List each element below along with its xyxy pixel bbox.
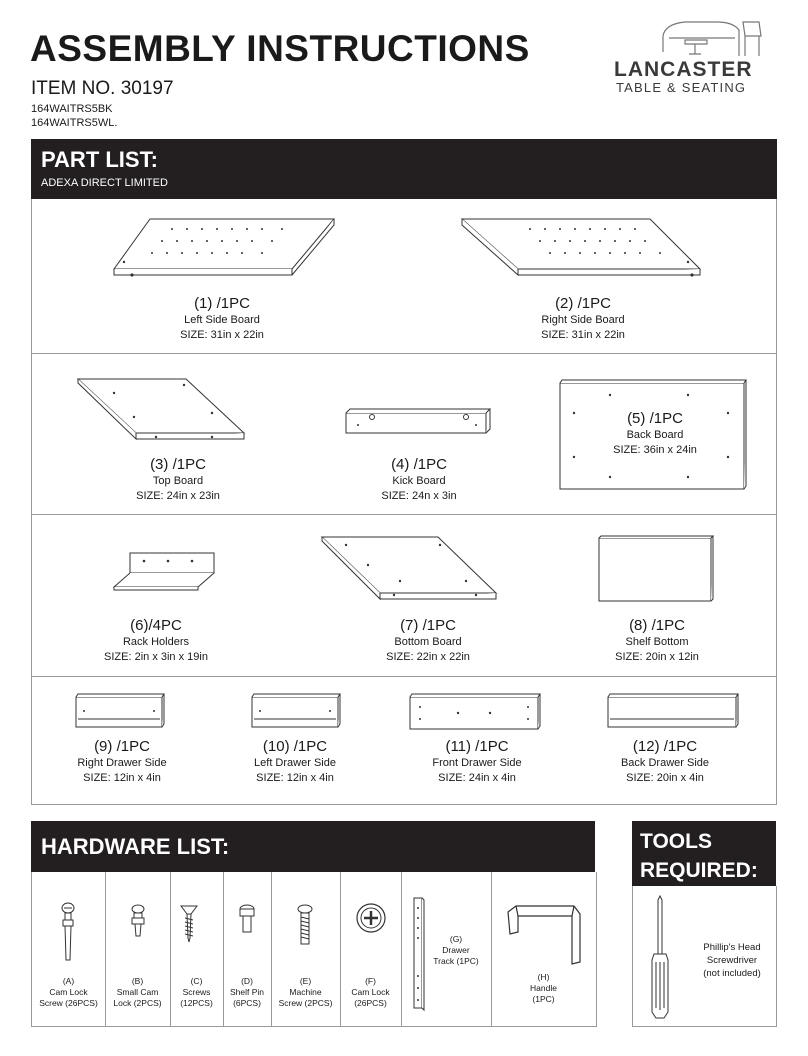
part-size: SIZE: 24n x 3in <box>381 490 457 502</box>
part-name: Back Drawer Side <box>620 757 710 769</box>
part-name: Rack Holders <box>122 636 190 648</box>
part-size: SIZE: 12in x 4in <box>83 772 161 784</box>
hardware-d-label: (D) Shelf Pin (6PCS) <box>229 976 265 1008</box>
left-side-board-drawing <box>112 217 342 282</box>
part-size: SIZE: 12in x 4in <box>256 772 334 784</box>
part-name: Kick Board <box>392 475 446 487</box>
part-name: Back Board <box>626 429 684 441</box>
part-name: Shelf Bottom <box>625 636 689 648</box>
part-size: SIZE: 24in x 23in <box>136 490 220 502</box>
hardware-c-label: (C) Screws (12PCS) <box>180 976 213 1008</box>
part-size: SIZE: 24in x 4in <box>438 772 516 784</box>
top-board-drawing <box>76 377 248 443</box>
page-title: ASSEMBLY INSTRUCTIONS <box>30 28 530 69</box>
cam-lock-icon <box>355 902 387 934</box>
part-8-label <box>557 617 757 663</box>
hardware-a-label: (A) Cam Lock Screw (26PCS) <box>39 976 98 1008</box>
tools-heading: TOOLS REQUIRED: <box>640 830 758 882</box>
part-qty: (10) /1PC <box>262 738 328 755</box>
part-name: Bottom Board <box>394 636 462 648</box>
part-size: SIZE: 22in x 22in <box>386 651 470 663</box>
part-name: Left Side Board <box>184 314 260 326</box>
small-cam-lock-icon <box>129 904 147 940</box>
hardware-h-label: (H) Handle (1PC) <box>530 972 557 1004</box>
front-drawer-side-drawing <box>408 693 544 731</box>
hardware-list-grid <box>31 872 597 1027</box>
left-drawer-side-drawing <box>250 693 344 729</box>
screw-icon <box>179 902 199 944</box>
part-1-label <box>122 295 322 341</box>
part-name: Right Drawer Side <box>77 757 167 769</box>
part-qty: (6)/4PC <box>130 617 182 634</box>
part-size: SIZE: 20in x 4in <box>626 772 704 784</box>
rack-holder-drawing <box>112 549 218 591</box>
right-drawer-side-drawing <box>74 693 168 729</box>
hardware-b-label: (B) Small Cam Lock (2PCS) <box>113 976 162 1008</box>
part-qty: (8) /1PC <box>629 617 685 634</box>
part-name: Right Side Board <box>541 314 625 326</box>
hardware-e-label: (E) Machine Screw (2PCS) <box>278 976 333 1008</box>
part-qty: (12) /1PC <box>632 738 698 755</box>
part-size: SIZE: 36in x 24in <box>613 444 697 456</box>
brand-subtitle: TABLE & SEATING <box>616 80 747 95</box>
part-qty: (2) /1PC <box>555 295 611 312</box>
part-name: Top Board <box>152 475 204 487</box>
table-and-chairs-icon <box>655 16 765 58</box>
machine-screw-icon <box>295 904 315 948</box>
bottom-board-drawing <box>320 535 500 603</box>
back-drawer-side-drawing <box>606 693 742 729</box>
part-qty: (11) /1PC <box>445 738 509 755</box>
part-size: SIZE: 20in x 12in <box>615 651 699 663</box>
shelf-pin-icon <box>236 904 258 936</box>
kick-board-drawing <box>344 407 492 435</box>
part-list-heading: PART LIST: <box>41 147 158 172</box>
part-9-label <box>22 738 222 784</box>
part-qty: (3) /1PC <box>150 456 206 473</box>
part-6-label <box>56 617 256 663</box>
part-size: SIZE: 2in x 3in x 19in <box>104 651 208 663</box>
tools-header <box>632 821 776 886</box>
hardware-list-heading: HARDWARE LIST: <box>41 834 230 859</box>
part-7-label <box>328 617 528 663</box>
item-number: ITEM NO. 30197 <box>31 78 174 99</box>
hardware-f-label: (F) Cam Lock (26PCS) <box>351 976 390 1008</box>
shelf-bottom-drawing <box>597 535 717 603</box>
part-list-grid <box>31 199 777 805</box>
part-qty: (7) /1PC <box>400 617 456 634</box>
model-code-1: 164WAITRS5BK <box>31 103 113 115</box>
part-list-header <box>31 139 777 199</box>
part-10-label <box>195 738 395 784</box>
part-size: SIZE: 31in x 22in <box>541 329 625 341</box>
part-12-label <box>565 738 765 784</box>
part-qty: (1) /1PC <box>194 295 250 312</box>
part-3-label <box>78 456 278 502</box>
part-qty: (4) /1PC <box>391 456 447 473</box>
cam-lock-screw-icon <box>58 902 78 964</box>
part-11-label <box>377 738 577 784</box>
part-name: Left Drawer Side <box>254 757 336 769</box>
tool-description: Phillip's Head Screwdriver (not included) <box>703 942 761 979</box>
part-qty: (9) /1PC <box>94 738 150 755</box>
part-name: Front Drawer Side <box>432 757 522 769</box>
supplier-name: ADEXA DIRECT LIMITED <box>41 177 168 189</box>
drawer-track-icon <box>412 896 426 1012</box>
part-size: SIZE: 31in x 22in <box>180 329 264 341</box>
part-qty: (5) /1PC <box>627 410 683 427</box>
right-side-board-drawing <box>460 217 705 282</box>
hardware-g-label: (G) Drawer Track (1PC) <box>433 934 479 966</box>
part-4-label <box>319 456 519 502</box>
model-code-2: 164WAITRS5WL. <box>31 117 118 129</box>
part-5-label <box>555 410 755 456</box>
handle-icon <box>504 904 582 966</box>
hardware-list-header <box>31 821 595 872</box>
screwdriver-icon <box>648 896 672 1020</box>
part-2-label <box>483 295 683 341</box>
brand-name: LANCASTER <box>614 58 753 81</box>
